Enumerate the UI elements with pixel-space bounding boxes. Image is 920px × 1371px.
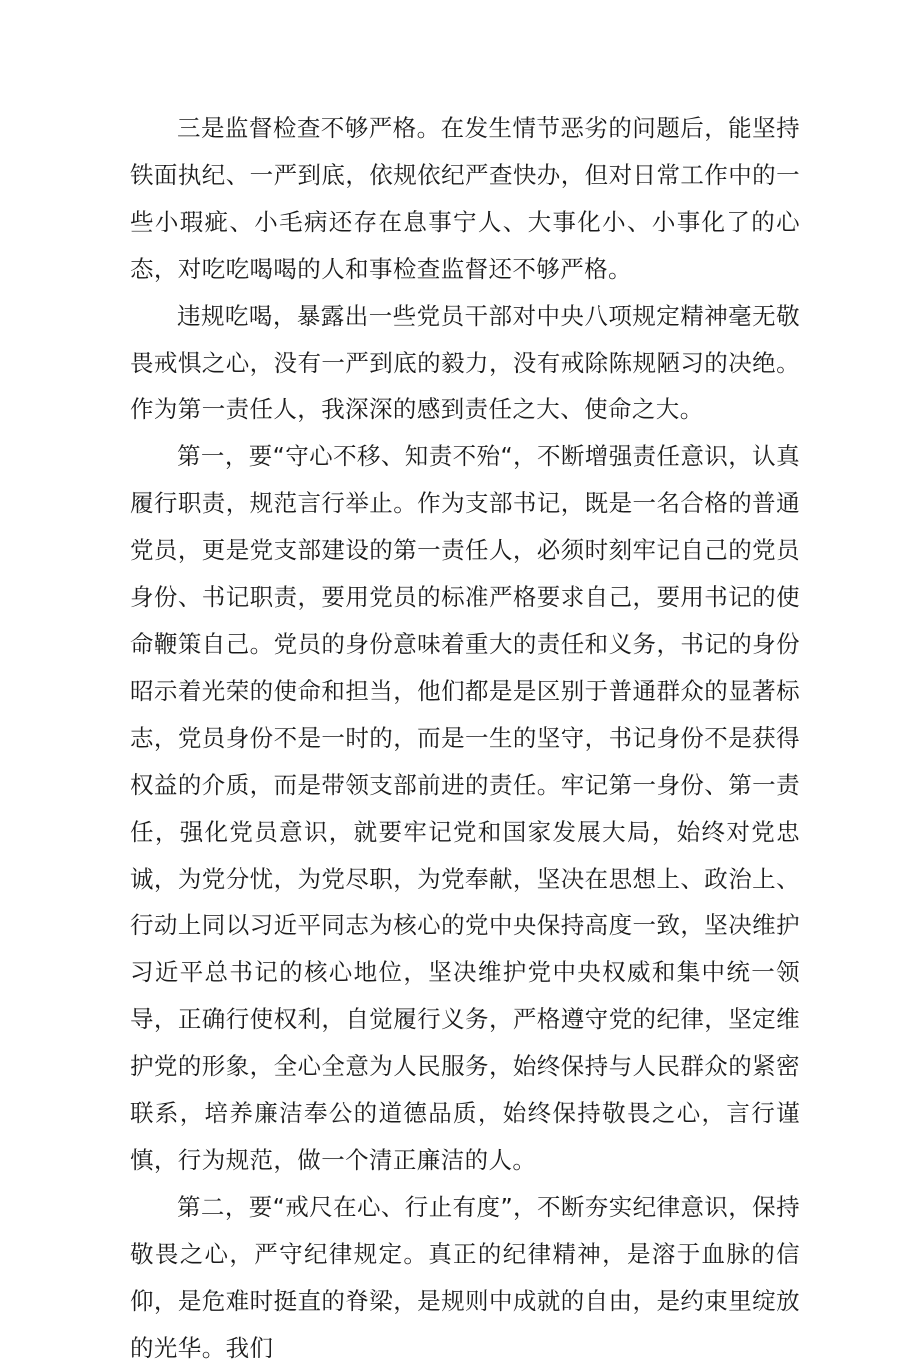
paragraph-second-point: 第二，要“戒尺在心、行止有度”，不断夯实纪律意识，保持敬畏之心，严守纪律规定。真正的纪律精神，是溶于血脉的信仰，是危难时挺直的脊梁，是规则中成就的自由，是约束里绽放的光华。我们 — [130, 1192, 800, 1362]
paragraph-violation: 违规吃喝，暴露出一些党员干部对中央八项规定精神毫无敬畏戒惧之心，没有一严到底的毅力，没有戒除陈规陋习的决绝。作为第一责任人，我深深的感到责任之大、使命之大。 — [130, 301, 800, 424]
paragraph-supervision: 三是监督检查不够严格。在发生情节恶劣的问题后，能坚持铁面执纪、一严到底，依规依纪严查快办，但对日常工作中的一些小瑕疵、小毛病还存在息事宁人、大事化小、小事化了的心态，对吃吃喝喝的人和事检查监督还不够严格。 — [130, 114, 800, 283]
document-body — [130, 105, 800, 1371]
paragraph-first-point: 第一，要“守心不移、知责不殆“，不断增强责任意识，认真履行职责，规范言行举止。作为支部书记，既是一名合格的普通党员，更是党支部建设的第一责任人，必须时刻牢记自己的党员身份、书记职责，要用党员的标准严格要求自己，要用书记的使命鞭策自己。党员的身份意味着重大的责任和义务，书记的身份昭示着光荣的使命和担当，他们都是是区别于普通群众的显著标志，党员身份不是一时的，而是一生的坚守，书记身份不是获得权益的介质，而是带领支部前进的责任。牢记第一身份、第一责任，强化党员意识，就要牢记党和国家发展大局，始终对党忠诚，为党分忧，为党尽职，为党奉献，坚决在思想上、政治上、行动上同以习近平同志为核心的党中央保持高度一致，坚决维护习近平总书记的核心地位，坚决维护党中央权威和集中统一领导，正确行使权利，自觉履行义务，严格遵守党的纪律，坚定维护党的形象，全心全意为人民服务，始终保持与人民群众的紧密联系，培养廉洁奉公的道德品质，始终保持敬畏之心，言行谨慎，行为规范，做一个清正廉洁的人。 — [130, 442, 800, 1174]
